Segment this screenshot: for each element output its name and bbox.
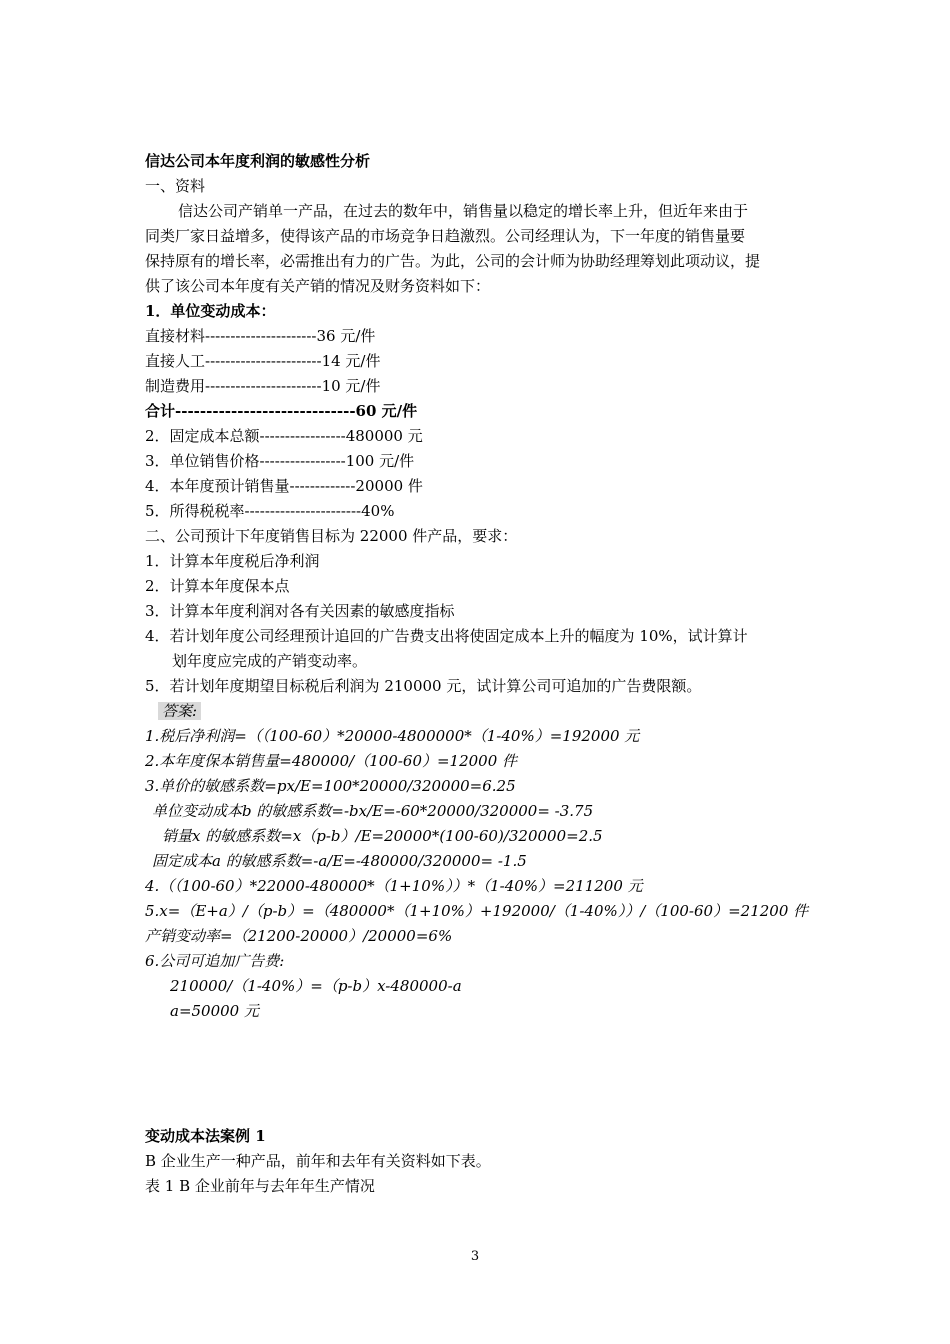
heading-requirements: 二、公司预计下年度销售目标为 22000 件产品，要求： (145, 527, 518, 545)
requirement-item: 2．计算本年度保本点 (145, 577, 290, 595)
answer-line: 4.（（100-60）*22000-480000*（1+10%））*（1-40%）=211200 元 (145, 877, 643, 895)
intro-line: 同类厂家日益增多，使得该产品的市场竞争日趋激烈。公司经理认为，下一年度的销售量要 (145, 227, 746, 245)
answer-line: a=50000 元 (170, 1002, 259, 1020)
answer-line: 固定成本a 的敏感系数=-a/E=-480000/320000= -1.5 (152, 852, 527, 870)
data-line-fixed-cost: 2．固定成本总额-----------------480000 元 (145, 427, 423, 445)
requirement-item: 5．若计划年度期望目标税后利润为 210000 元，试计算公司可追加的广告费限额。 (145, 677, 702, 695)
cost-line-overhead: 制造费用-----------------------10 元/件 (145, 377, 381, 395)
unit-variable-cost-title: 1．单位变动成本： (145, 302, 276, 320)
answer-line: 3.单价的敏感系数=px/E=100*20000/320000=6.25 (145, 777, 516, 795)
requirement-item: 3．计算本年度利润对各有关因素的敏感度指标 (145, 602, 455, 620)
cost-total: 合计-----------------------------60 元/件 (145, 402, 418, 420)
intro-line: 供了该公司本年度有关产销的情况及财务资料如下： (145, 277, 491, 295)
cost-line-materials: 直接材料----------------------36 元/件 (145, 327, 376, 345)
answer-line: 2.本年度保本销售量=480000/（100-60）=12000 件 (145, 752, 518, 770)
answer-line: 6.公司可追加广告费: (145, 952, 285, 970)
requirement-item: 1．计算本年度税后净利润 (145, 552, 320, 570)
data-line-tax-rate: 5．所得税税率-----------------------40% (145, 502, 395, 520)
answer-line: 5.x=（E+a）/（p-b）=（480000*（1+10%）+192000/（1-40%））/（100-60）=21200 件 (145, 902, 809, 920)
intro-line: 保持原有的增长率，必需推出有力的广告。为此，公司的会计师为协助经理筹划此项动议，提 (145, 252, 761, 270)
requirement-item: 4．若计划年度公司经理预计追回的广告费支出将使固定成本上升的幅度为 10%，试计算计 (145, 627, 748, 645)
answer-line: 1.税后净利润=（（100-60）*20000-4800000*（1-40%）=192000 元 (145, 727, 640, 745)
answer-line: 210000/（1-40%）=（p-b）x-480000-a (170, 977, 462, 995)
heading-materials: 一、资料 (145, 177, 206, 195)
requirement-item-continuation: 划年度应完成的产销变动率。 (172, 652, 368, 670)
data-line-unit-price: 3．单位销售价格-----------------100 元/件 (145, 452, 415, 470)
answer-line: 单位变动成本b 的敏感系数=-bx/E=-60*20000/320000= -3.75 (152, 802, 594, 820)
section-title: 信达公司本年度利润的敏感性分析 (145, 152, 371, 170)
page-number: 3 (470, 1249, 480, 1264)
cost-line-labor: 直接人工-----------------------14 元/件 (145, 352, 381, 370)
answer-label-row (158, 701, 201, 721)
table-caption: 表 1 B 企业前年与去年年生产情况 (145, 1177, 375, 1195)
answer-line: 产销变动率=（21200-20000）/20000=6% (145, 927, 453, 945)
answer-label: 答案: (158, 702, 201, 720)
answer-line: 销量x 的敏感系数=x（p-b）/E=20000*(100-60)/320000=2.5 (162, 827, 603, 845)
data-line-sales-volume: 4．本年度预计销售量-------------20000 件 (145, 477, 423, 495)
intro-line: 信达公司产销单一产品，在过去的数年中，销售量以稳定的增长率上升，但近年来由于 (178, 202, 749, 220)
paragraph: B 企业生产一种产品，前年和去年有关资料如下表。 (145, 1152, 491, 1170)
section-title: 变动成本法案例 1 (145, 1127, 266, 1145)
